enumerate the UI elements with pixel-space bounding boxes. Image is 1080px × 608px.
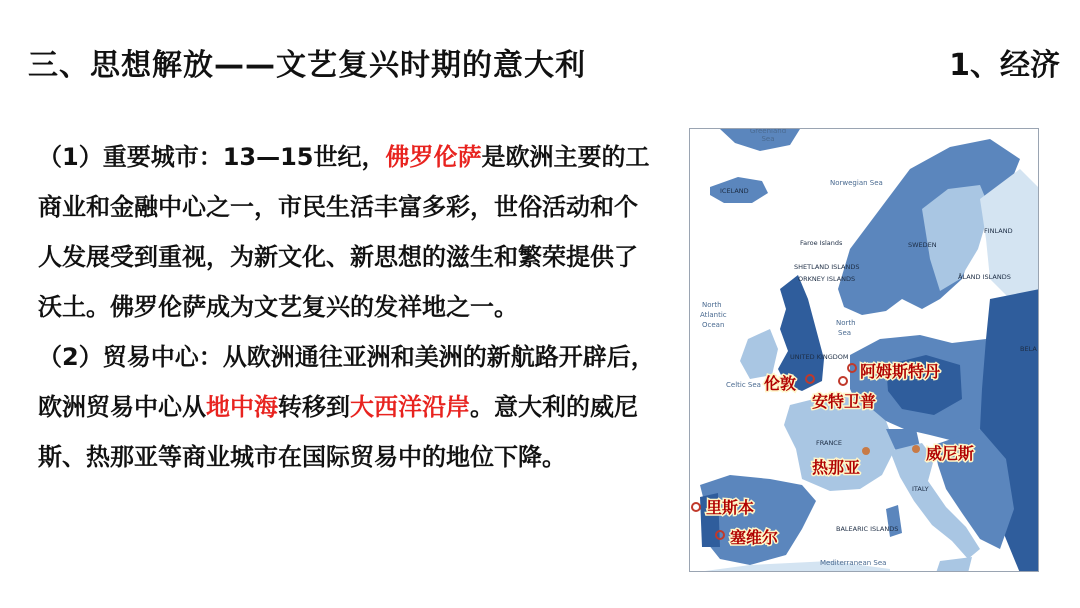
north-sea-label-1: North bbox=[836, 319, 856, 327]
france-label: FRANCE bbox=[816, 439, 842, 447]
sweden-label: SWEDEN bbox=[908, 241, 937, 249]
genoa-label: 热那亚 bbox=[812, 458, 861, 477]
amsterdam-marker bbox=[848, 362, 941, 381]
venice-label: 威尼斯 bbox=[926, 444, 975, 463]
london-label: 伦敦 bbox=[764, 374, 797, 393]
paragraph-1-prefix: （1）重要城市：13—15世纪， bbox=[38, 143, 386, 171]
highlight-atlantic-coast: 大西洋沿岸 bbox=[350, 393, 470, 421]
north-atlantic-label-3: Ocean bbox=[702, 321, 725, 329]
paragraph-2-rest: 。意大利的威尼斯、热那亚等商业城市在国际贸易中的地位下降。 bbox=[38, 393, 638, 471]
north-atlantic-label-2: Atlantic bbox=[700, 311, 727, 319]
antwerp-label: 安特卫普 bbox=[812, 392, 877, 411]
section-label: 1、经济 bbox=[949, 48, 1060, 83]
slide-title: 三、思想解放——文艺复兴时期的意大利 bbox=[28, 48, 586, 83]
norwegian-sea-label: Norwegian Sea bbox=[830, 179, 883, 187]
greenland-sea-label-2: Sea bbox=[761, 135, 775, 143]
highlight-mediterranean: 地中海 bbox=[206, 393, 278, 421]
paragraph-trade-center bbox=[38, 332, 658, 482]
paragraph-2-middle: 转移到 bbox=[278, 393, 350, 421]
orkney-label: ORKNEY ISLANDS bbox=[798, 275, 856, 283]
body-text bbox=[38, 132, 658, 482]
shetland-label: SHETLAND ISLANDS bbox=[794, 263, 860, 271]
mediterranean-sea-label: Mediterranean Sea bbox=[820, 559, 887, 567]
paragraph-important-city bbox=[38, 132, 658, 332]
belarus-label: BELA bbox=[1020, 345, 1037, 353]
uk-label: UNITED KINGDOM bbox=[790, 353, 849, 361]
highlight-florence: 佛罗伦萨 bbox=[385, 143, 482, 171]
iceland-label: ICELAND bbox=[720, 187, 749, 195]
greenland-sea-label-1: Greenland bbox=[749, 129, 787, 135]
seville-label: 塞维尔 bbox=[730, 528, 779, 547]
italy-label: ITALY bbox=[912, 485, 929, 493]
europe-map-svg bbox=[690, 129, 1039, 572]
north-atlantic-label-1: North bbox=[702, 301, 722, 309]
paragraph-1-rest: 是欧洲主要的工商业和金融中心之一，市民生活丰富多彩，世俗活动和个人发展受到重视，为新文化、新思想的滋生和繁荣提供了沃土。佛罗伦萨成为文艺复兴的发祥地之一。 bbox=[38, 143, 650, 321]
paragraph-2-prefix: （2）贸易中心：从欧洲通往亚洲和美洲的新航路开辟后，欧洲贸易中心从 bbox=[38, 343, 655, 421]
finland-label: FINLAND bbox=[984, 227, 1013, 235]
lisbon-label: 里斯本 bbox=[706, 498, 755, 517]
balearic-label: BALEARIC ISLANDS bbox=[836, 525, 899, 533]
amsterdam-label: 阿姆斯特丹 bbox=[860, 362, 941, 381]
europe-map bbox=[689, 128, 1039, 572]
venice-dot-icon bbox=[912, 445, 920, 453]
north-sea-label-2: Sea bbox=[838, 329, 852, 337]
faroe-label: Faroe Islands bbox=[800, 239, 843, 247]
aland-label: ÅLAND ISLANDS bbox=[958, 273, 1011, 281]
celtic-sea-label: Celtic Sea bbox=[726, 381, 761, 389]
genoa-dot-icon bbox=[862, 447, 870, 455]
